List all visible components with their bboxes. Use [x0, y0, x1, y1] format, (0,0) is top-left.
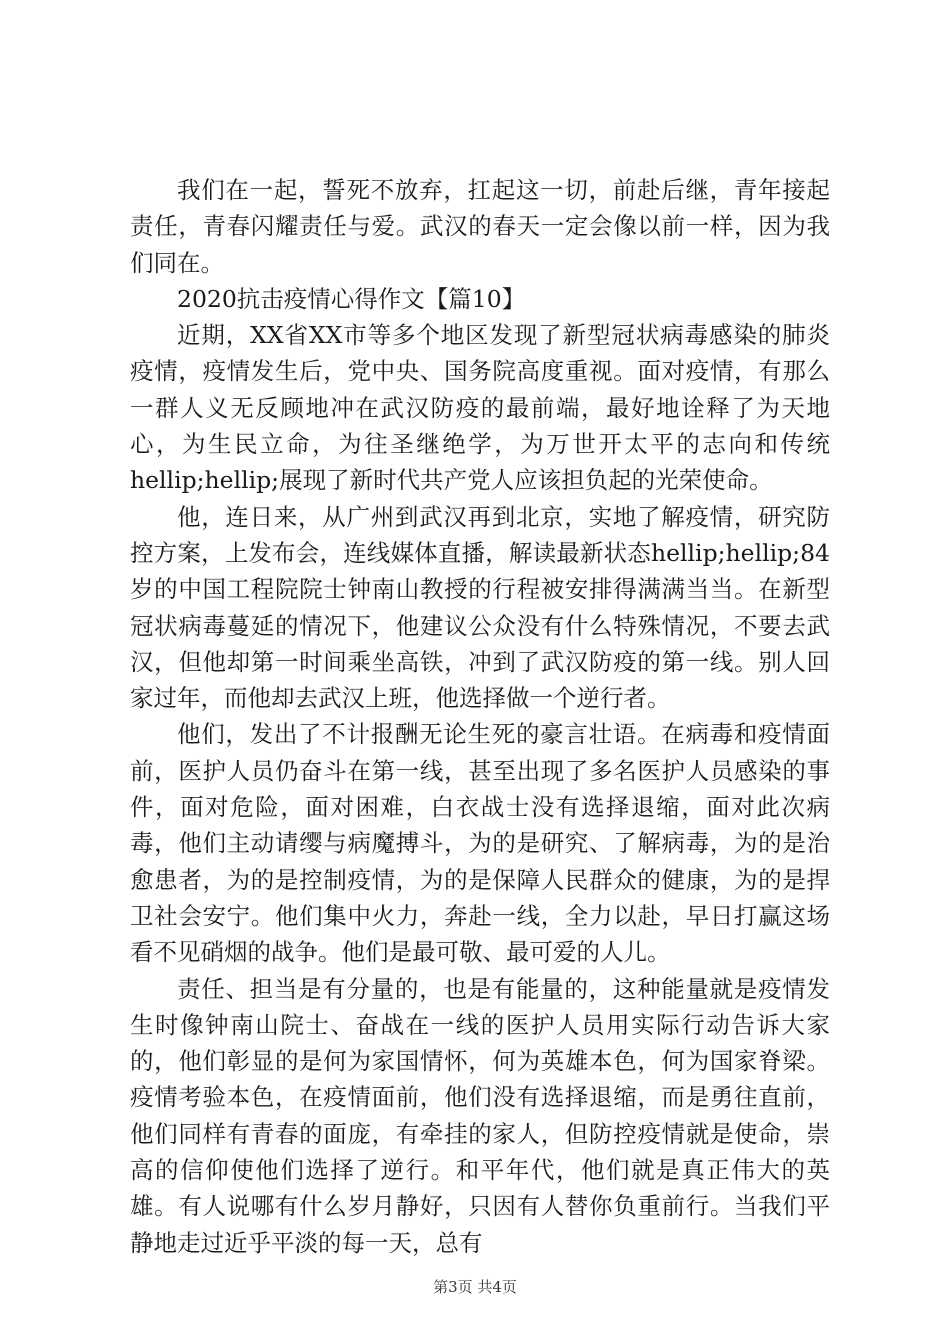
- paragraph-4: 他们，发出了不计报酬无论生死的豪言壮语。在病毒和疫情面前，医护人员仍奋斗在第一线，甚至出现了多名医护人员感染的事件，面对危险，面对困难，白衣战士没有选择退缩，面对此次病毒，他们主动请缨与病魔搏斗，为的是研究、了解病毒，为的是治愈患者，为的是控制疫情，为的是保障人民群众的健康，为的是捍卫社会安宁。他们集中火力，奔赴一线，全力以赴，早日打赢这场看不见硝烟的战争。他们是最可敬、最可爱的人儿。: [130, 720, 830, 967]
- paragraph-1: 我们在一起，誓死不放弃，扛起这一切，前赴后继，青年接起责任，青春闪耀责任与爱。武汉的春天一定会像以前一样，因为我们同在。: [130, 176, 830, 277]
- page-number-footer: 第3页 共4页: [433, 1278, 517, 1296]
- paragraph-3: 他，连日来，从广州到武汉再到北京，实地了解疫情，研究防控方案，上发布会，连线媒体直播，解读最新状态hellip;hellip;84岁的中国工程院院士钟南山教授的行程被安排得满满当当。在新型冠状病毒蔓延的情况下，他建议公众没有什么特殊情况，不要去武汉，但他却第一时间乘坐高铁，冲到了武汉防疫的第一线。别人回家过年，而他却去武汉上班，他选择做一个逆行者。: [130, 502, 830, 713]
- paragraph-2: 近期，XX省XX市等多个地区发现了新型冠状病毒感染的肺炎疫情，疫情发生后，党中央、国务院高度重视。面对疫情，有那么一群人义无反顾地冲在武汉防疫的最前端，最好地诠释了为天地心，为生民立命，为往圣继绝学，为万世开太平的志向和传统hellip;hellip;展现了新时代共产党人应该担负起的光荣使命。: [130, 321, 830, 495]
- document-body: [130, 172, 830, 1261]
- section-heading: 2020抗击疫情心得作文【篇10】: [177, 284, 526, 313]
- paragraph-5: 责任、担当是有分量的，也是有能量的，这种能量就是疫情发生时像钟南山院士、奋战在一线的医护人员用实际行动告诉大家的，他们彰显的是何为家国情怀，何为英雄本色，何为国家脊梁。疫情考验本色，在疫情面前，他们没有选择退缩，而是勇往直前，他们同样有青春的面庞，有牵挂的家人，但防控疫情就是使命，崇高的信仰使他们选择了逆行。和平年代，他们就是真正伟大的英雄。有人说哪有什么岁月静好，只因有人替你负重前行。当我们平静地走过近乎平淡的每一天，总有: [130, 974, 830, 1257]
